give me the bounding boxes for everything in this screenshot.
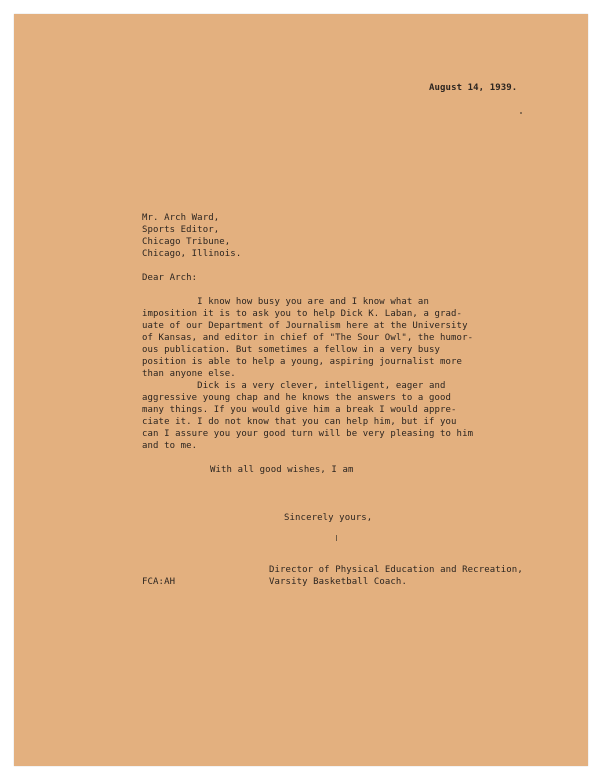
complimentary-close: Sincerely yours,: [284, 513, 373, 523]
paragraph-line: and to me.: [142, 441, 198, 451]
paragraph-line: than anyone else.: [142, 369, 236, 379]
letter-date: August 14, 1939.: [429, 83, 518, 93]
paragraph-line: ous publication. But sometimes a fellow in a very busy: [142, 345, 440, 355]
paragraph-line: position is able to help a young, aspiring journalist more: [142, 357, 463, 367]
paragraph-line: ciate it. I do not know that you can help him, but if you: [142, 417, 457, 427]
recipient-line: Mr. Arch Ward,: [142, 213, 220, 223]
paragraph-line: many things. If you would give him a break I would appre-: [142, 405, 457, 415]
letter-page: [14, 14, 588, 766]
paragraph-line: of Kansas, and editor in chief of "The Sour Owl", the humor-: [142, 333, 474, 343]
recipient-line: Chicago Tribune,: [142, 237, 231, 247]
recipient-address: [142, 212, 241, 260]
salutation: Dear Arch:: [142, 273, 198, 283]
paragraph-line: Dick is a very clever, intelligent, eager and: [142, 381, 446, 391]
signer-title: [269, 564, 523, 588]
paper-speck: [520, 112, 522, 114]
paper-speck: [336, 535, 337, 541]
recipient-line: Sports Editor,: [142, 225, 220, 235]
paragraph-2: [142, 380, 502, 452]
paragraph-line: imposition it is to ask you to help Dick K. Laban, a grad-: [142, 309, 463, 319]
paragraph-line: I know how busy you are and I know what an: [142, 297, 429, 307]
paragraph-3: With all good wishes, I am: [210, 465, 354, 475]
paragraph-line: can I assure you your good turn will be very pleasing to him: [142, 429, 474, 439]
recipient-line: Chicago, Illinois.: [142, 249, 242, 259]
letter-body: [14, 14, 588, 766]
paragraph-1: [142, 296, 502, 380]
signer-title-line: Director of Physical Education and Recreation,: [269, 565, 523, 575]
paragraph-line: aggressive young chap and he knows the answers to a good: [142, 393, 452, 403]
paragraph-line: uate of our Department of Journalism here at the University: [142, 321, 468, 331]
reference-initials: FCA:AH: [142, 577, 176, 587]
signer-title-line: Varsity Basketball Coach.: [269, 577, 407, 587]
